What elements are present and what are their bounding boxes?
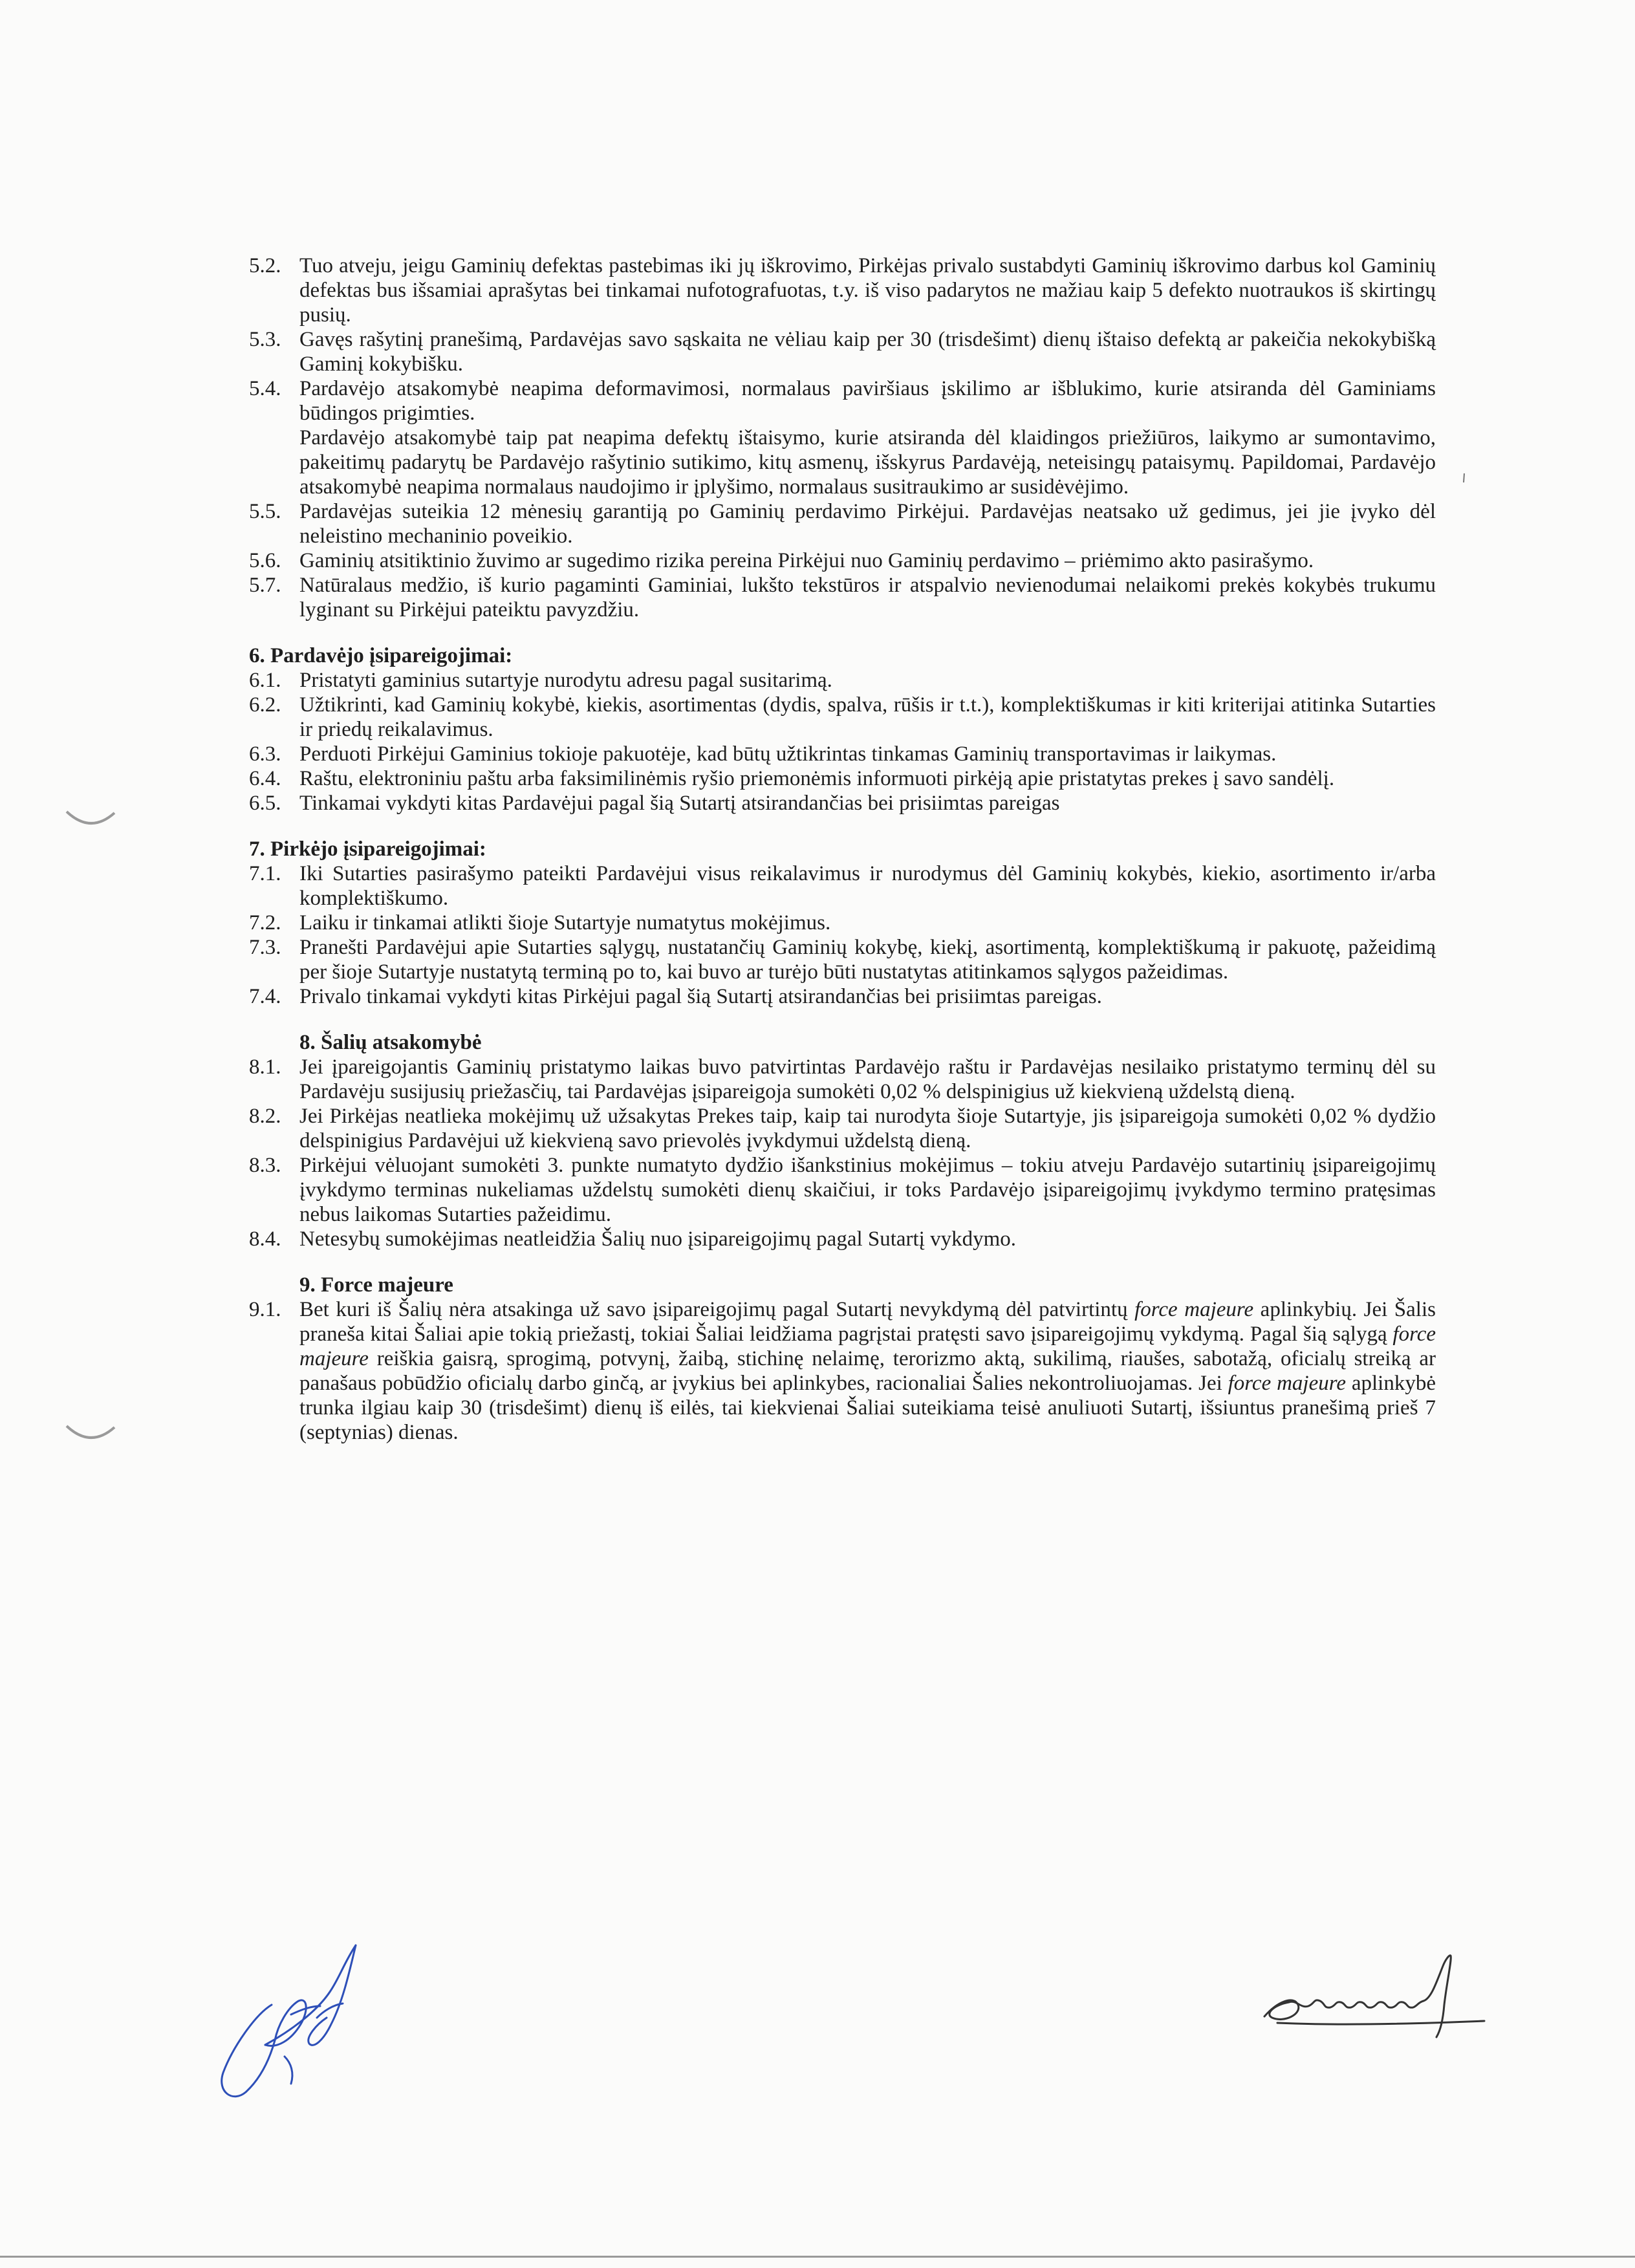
clause-text: Pirkėjui vėluojant sumokėti 3. punkte numatyto dydžio išankstinius mokėjimus – tokiu atveju Pardavėjo sutartinių įsipareigojimų įvykdymo terminas nukeliamas uždelstų sumokėti dienų skaičiui, ir toks Pardavėjo įsipareigojimų įvykdymo termino pratęsimas nebus laikomas Sutarties pažeidimu. bbox=[299, 1154, 1436, 1226]
clause-number: 6.5. bbox=[249, 792, 281, 815]
section-9 bbox=[249, 1273, 1436, 1445]
clause bbox=[249, 1055, 1436, 1104]
clause-text: Užtikrinti, kad Gaminių kokybė, kiekis, asortimentas (dydis, spalva, rūšis ir t.t.), komplektiškumas ir kiti kriterijai atitinka Sutarties ir priedų reikalavimus. bbox=[299, 693, 1436, 741]
contract-text bbox=[249, 254, 1436, 1445]
clause-number: 5.7. bbox=[249, 574, 281, 597]
clause-text-part: aplinkybių. Jei Šalis praneša kitai Šaliai apie tokią priežastį, tokiai Šaliai leidžiama pagrįstai pratęsti savo įsipareigojimų vykdymą. Pagal šią sąlygą bbox=[299, 1298, 1436, 1346]
clause-number: 7.2. bbox=[249, 911, 281, 934]
clause-text: Jei Pirkėjas neatlieka mokėjimų už užsakytas Prekes taip, kaip tai nurodyta šioje Sutartyje, jis įsipareigoja sumokėti 0,02 % dydžio delspinigius Pardavėjui už kiekvieną savo prievolės įvykdymui uždelstą dieną. bbox=[299, 1105, 1436, 1152]
clause-text: Pardavėjas suteikia 12 mėnesių garantiją po Gaminių perdavimo Pirkėjui. Pardavėjas neatsako už gedimus, jei jie įvyko dėl neleistino mechaninio poveikio. bbox=[299, 500, 1436, 548]
section-5 bbox=[249, 254, 1436, 622]
clause bbox=[249, 1227, 1436, 1251]
section-heading: 9. Force majeure bbox=[299, 1273, 453, 1297]
clause-number: 8.1. bbox=[249, 1055, 281, 1079]
force-majeure-term: force majeure bbox=[299, 1323, 1436, 1370]
clause bbox=[249, 1104, 1436, 1153]
clause-number: 5.3. bbox=[249, 328, 281, 351]
clause-number: 7.1. bbox=[249, 862, 281, 885]
force-majeure-term: force majeure bbox=[1134, 1298, 1254, 1321]
clause-number: 9.1. bbox=[249, 1298, 281, 1321]
clause-text: Pristatyti gaminius sutartyje nurodytu adresu pagal susitarimą. bbox=[299, 669, 832, 692]
clause-number: 5.6. bbox=[249, 549, 281, 572]
section-heading: 8. Šalių atsakomybė bbox=[299, 1031, 482, 1054]
clause bbox=[249, 911, 1436, 935]
clause-text-part: Bet kuri iš Šalių nėra atsakinga už savo įsipareigojimų pagal Sutartį nevykdymą dėl patvirtintų bbox=[299, 1298, 1135, 1321]
force-majeure-term: force majeure bbox=[1228, 1372, 1346, 1395]
clause-text: Pardavėjo atsakomybė taip pat neapima defektų ištaisymo, kurie atsiranda dėl klaidingos priežiūros, laikymo ar sumontavimo, pakeitimų padarytų be Pardavėjo rašytinio sutikimo, kitų asmenų, išskyrus Pardavėją, neteisingų pataisymų. Papildomai, Pardavėjo atsakomybė neapima normalaus naudojimo ir įplyšimo, normalaus susitraukimo ar susidėvėjimo. bbox=[299, 426, 1436, 499]
clause-number: 5.4. bbox=[249, 377, 281, 400]
clause-number: 8.3. bbox=[249, 1154, 281, 1177]
clause-text: Netesybų sumokėjimas neatleidžia Šalių nuo įsipareigojimų pagal Sutartį vykdymo. bbox=[299, 1227, 1017, 1251]
clause-text: Gaminių atsitiktinio žuvimo ar sugedimo rizika pereina Pirkėjui nuo Gaminių perdavimo – priėmimo akto pasirašymo. bbox=[299, 549, 1314, 572]
clause bbox=[249, 376, 1436, 499]
clause bbox=[249, 327, 1436, 376]
clause-text-part: reiškia gaisrą, sprogimą, potvynį, žaibą, stichinę nelaimę, terorizmo aktą, sukilimą, riaušes, sabotažą, oficialų streiką ar panašaus pobūdžio oficialų darbo ginčą, ar įvykius bei aplinkybes, racionaliai Šalies nekontroliuojamas. Jei bbox=[299, 1347, 1436, 1395]
punch-hole-mark-icon bbox=[61, 805, 120, 837]
clause bbox=[249, 791, 1436, 815]
clause-text: Raštu, elektroniniu paštu arba faksimilinėmis ryšio priemonėmis informuoti pirkėją apie pristatytas prekes į savo sandėlį. bbox=[299, 767, 1335, 790]
clause-number: 6.3. bbox=[249, 742, 281, 766]
clause-text: Gavęs rašytinį pranešimą, Pardavėjas savo sąskaita ne vėliau kaip per 30 (trisdešimt) dienų ištaiso defektą ar pakeičia nekokybišką Gaminį kokybišku. bbox=[299, 328, 1436, 376]
section-heading: 7. Pirkėjo įsipareigojimai: bbox=[249, 837, 486, 861]
clause bbox=[249, 984, 1436, 1009]
clause bbox=[249, 935, 1436, 984]
clause bbox=[249, 742, 1436, 766]
clause-text: Privalo tinkamai vykdyti kitas Pirkėjui pagal šią Sutartį atsirandančias bei prisiimtas pareigas. bbox=[299, 985, 1102, 1008]
clause bbox=[249, 548, 1436, 573]
signature-left-icon bbox=[194, 1934, 388, 2115]
clause bbox=[249, 499, 1436, 548]
clause-number: 5.2. bbox=[249, 254, 281, 277]
clause-text: Pardavėjo atsakomybė neapima deformavimosi, normalaus paviršiaus įskilimo ar išblukimo, kurie atsiranda dėl Gaminiams būdingos prigimties. bbox=[299, 377, 1436, 425]
clause bbox=[249, 1297, 1436, 1445]
clause-text: Iki Sutarties pasirašymo pateikti Pardavėjui visus reikalavimus ir nurodymus dėl Gaminių kokybės, kiekio, asortimento ir/arba komplektiškumo. bbox=[299, 862, 1436, 910]
clause bbox=[249, 861, 1436, 911]
scan-edge-line bbox=[0, 2256, 1635, 2258]
clause bbox=[249, 668, 1436, 693]
clause bbox=[249, 573, 1436, 622]
section-8 bbox=[249, 1030, 1436, 1251]
clause-text-part: aplinkybė trunka ilgiau kaip 30 (trisdešimt) dienų iš eilės, tai kiekvienai Šaliai suteikiama teisė anuliuoti Sutartį, išsiuntus pranešimą prieš 7 (septynias) dienas. bbox=[299, 1372, 1436, 1444]
clause-number: 8.4. bbox=[249, 1227, 281, 1251]
clause-number: 5.5. bbox=[249, 500, 281, 523]
clause-text: Perduoti Pirkėjui Gaminius tokioje pakuotėje, kad būtų užtikrintas tinkamas Gaminių transportavimas ir laikymas. bbox=[299, 742, 1277, 766]
section-7 bbox=[249, 837, 1436, 1009]
clause-number: 8.2. bbox=[249, 1105, 281, 1128]
signature-right-icon bbox=[1258, 1947, 1491, 2044]
clause-text: Tuo atveju, jeigu Gaminių defektas pastebimas iki jų iškrovimo, Pirkėjas privalo sustabdyti Gaminių iškrovimo darbus kol Gaminių defektas bus išsamiai aprašytas bei tinkamai nufotografuotas, t.y. iš viso padarytos ne mažiau kaip 5 defekto nuotraukos iš skirtingų pusių. bbox=[299, 254, 1436, 327]
clause-text: Pranešti Pardavėjui apie Sutarties sąlygų, nustatančių Gaminių kokybę, kiekį, asortimentą, komplektiškumą ir pakuotę, pažeidimą per šioje Sutartyje nustatytą terminą po to, kai buvo ar turėjo būti nustatytas atitinkamos sąlygos pažeidimas. bbox=[299, 936, 1436, 984]
clause-number: 6.1. bbox=[249, 669, 281, 692]
clause-text: Laiku ir tinkamai atlikti šioje Sutartyje numatytus mokėjimus. bbox=[299, 911, 831, 934]
clause-text bbox=[299, 1297, 1436, 1445]
clause-text: Natūralaus medžio, iš kurio pagaminti Gaminiai, lukšto tekstūros ir atspalvio nevienodumai nelaikomi prekės kokybės trukumu lyginant su Pirkėjui pateiktu pavyzdžiu. bbox=[299, 574, 1436, 621]
section-6 bbox=[249, 643, 1436, 815]
clause-number: 7.3. bbox=[249, 936, 281, 959]
clause-text: Jei įpareigojantis Gaminių pristatymo laikas buvo patvirtintas Pardavėjo raštu ir Pardavėjas nesilaiko pristatymo terminų dėl su Pardavėju susijusių priežasčių, tai Pardavėjas įsipareigoja sumokėti 0,02 % delspinigius už kiekvieną uždelstą dieną. bbox=[299, 1055, 1436, 1103]
stray-mark-icon bbox=[1460, 472, 1468, 485]
clause bbox=[249, 1153, 1436, 1227]
clause bbox=[249, 766, 1436, 791]
clause bbox=[249, 254, 1436, 327]
clause-text: Tinkamai vykdyti kitas Pardavėjui pagal šią Sutartį atsirandančias bei prisiimtas pareigas bbox=[299, 792, 1060, 815]
clause-number: 7.4. bbox=[249, 985, 281, 1008]
punch-hole-mark-icon bbox=[61, 1420, 120, 1452]
clause bbox=[249, 693, 1436, 742]
section-heading: 6. Pardavėjo įsipareigojimai: bbox=[249, 644, 513, 667]
clause-number: 6.4. bbox=[249, 767, 281, 790]
clause-number: 6.2. bbox=[249, 693, 281, 717]
